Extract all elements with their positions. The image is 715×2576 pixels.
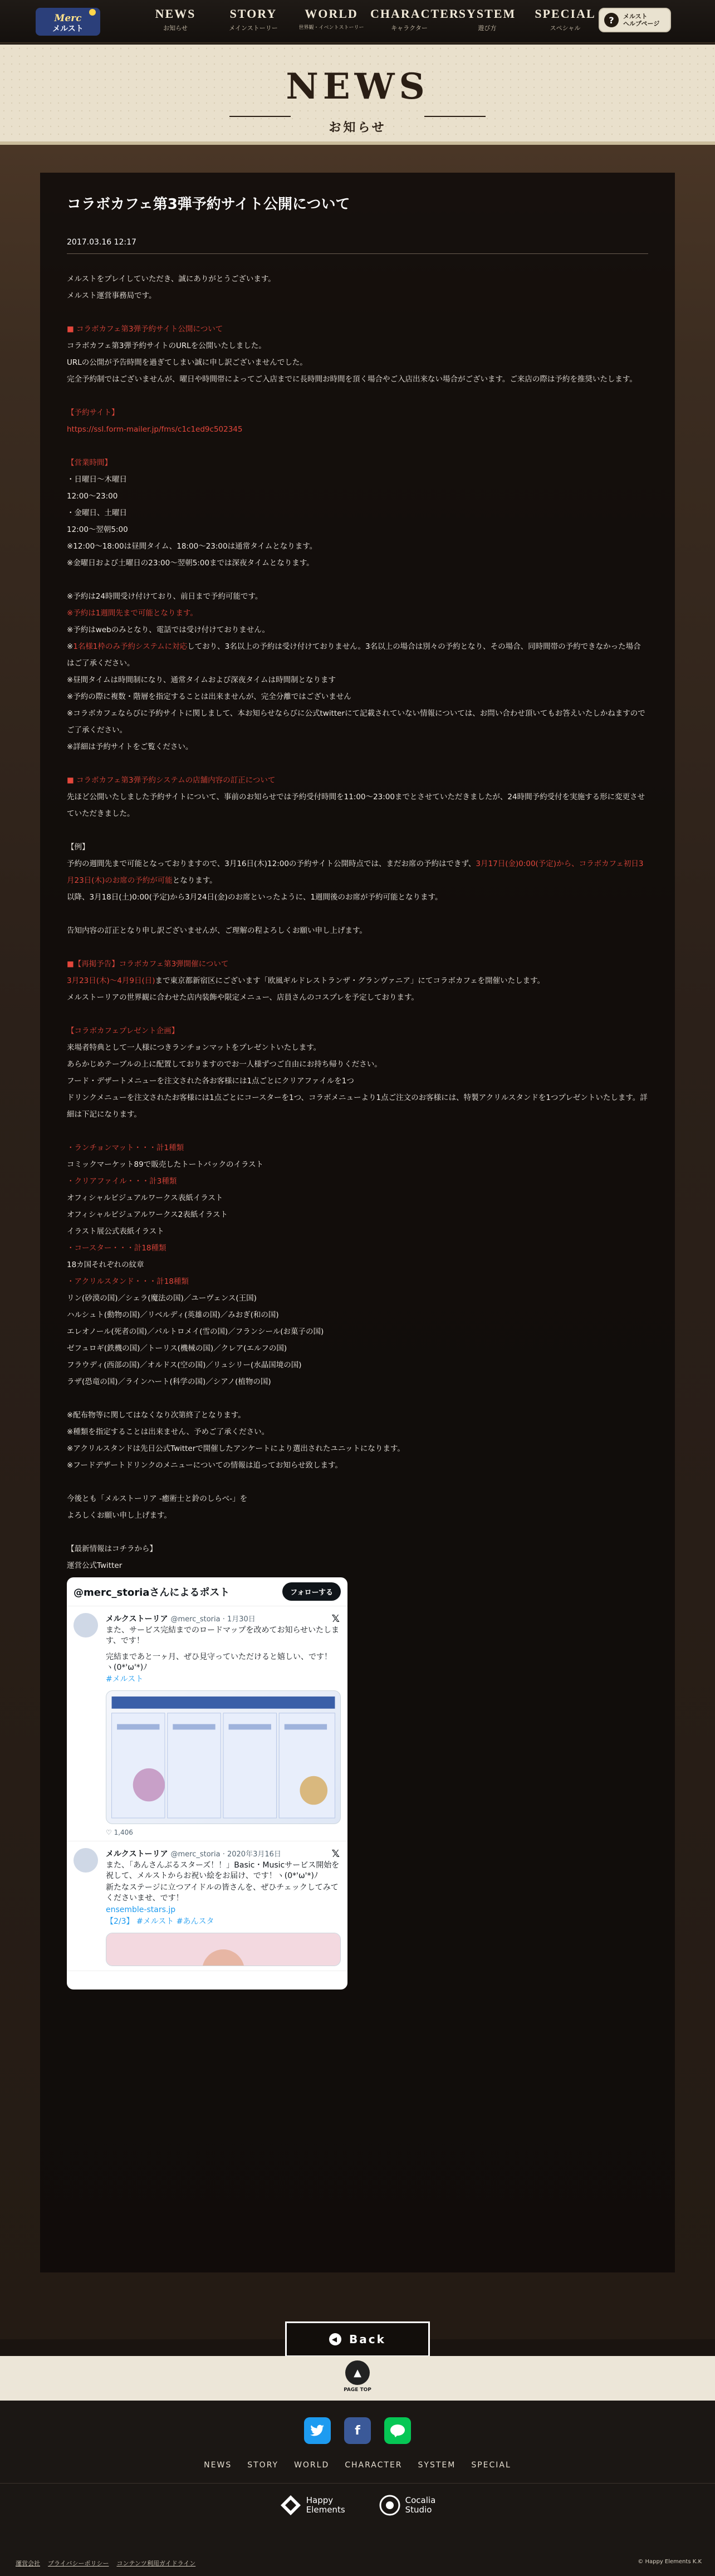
tweet-text: 新たなステージに立つアイドルの皆さんを、ぜひチェックしてみてくださいませ、です！ [106, 1883, 339, 1903]
tweet-text: 完結まであと一ヶ月、ぜひ見守っていただけると嬉しい、です！ ヽ(0*'ω'*)ﾉ [106, 1653, 332, 1672]
article-line: ※予約の際に複数・階層を指定することは出来ませんが、完全分離ではございません [67, 692, 351, 701]
tweet[interactable] [67, 1606, 347, 1841]
hashtag-link[interactable]: 【2/3】 #メルスト #あんスタ [106, 1917, 214, 1926]
hero-divider-right [424, 116, 486, 117]
article-line: ※予約は24時間受け付けており、前日まで予約可能です。 [67, 592, 263, 601]
article-line: ・金曜日、土曜日 [67, 509, 127, 517]
main-nav [136, 7, 604, 32]
article-line: 告知内容の訂正となり申し訳ございませんが、ご理解の程よろしくお願い申し上げます。 [67, 926, 367, 935]
article-line: あらかじめテーブルの上に配置しておりますのでお一人様ずつご自由にお持ち帰りください。 [67, 1060, 382, 1069]
article-spacer [67, 906, 648, 922]
article-line: フード・デザートメニューを注文された各お客様には1点ごとにクリアファイルを1つ [67, 1077, 354, 1086]
cocalia-studio-logo[interactable] [379, 2494, 436, 2516]
article-line: 18カ国それぞれの紋章 [67, 1260, 144, 1269]
roadmap-image [106, 1691, 340, 1824]
article-spacer [67, 438, 648, 454]
article-line: オフィシャルビジュアルワークス表紙イラスト [67, 1194, 223, 1203]
nav-label: WORLD [305, 7, 358, 21]
article-line: オフィシャルビジュアルワークス2表紙イラスト [67, 1210, 228, 1219]
article-line: ※詳細は予約サイトをご覧ください。 [67, 742, 193, 751]
article-line: 12:00～23:00 [67, 492, 118, 501]
back-label: Back [349, 2333, 386, 2346]
article-line: フラウディ(西部の国)／オルドス(空の国)／リュシリー(水晶国境の国) [67, 1361, 302, 1370]
article-line: よろしくお願い申し上げます。 [67, 1511, 172, 1520]
article-line: 3月23日(木)～4月9日(日)まで東京都新宿区にございます「欧風ギルドレストランザ・グランヴァニア」にてコラボカフェを開催いたします。 [67, 976, 545, 985]
nav-label: STORY [229, 7, 277, 21]
arrow-up-icon: ▲ [345, 2360, 370, 2385]
tweet[interactable] [67, 1841, 347, 1971]
article-line: メルスト運営事務局です。 [67, 291, 156, 300]
company-logos [0, 2494, 715, 2516]
tweet-link[interactable]: ensemble-stars.jp [106, 1905, 176, 1914]
tweet-text: また、サービス完結までのロードマップを改めてお知らせいたします、です！ [106, 1626, 340, 1645]
back-arrow-icon: ◀ [329, 2333, 341, 2345]
footer-nav-news[interactable]: NEWS [204, 2461, 232, 2470]
article-spacer [67, 755, 648, 772]
cocalia-icon [379, 2494, 401, 2516]
article-line: ゼフュロギ(鉄機の国)／トーリス(機械の国)／クレア(エルフの国) [67, 1344, 287, 1353]
article-spacer [67, 1006, 648, 1023]
mercstoria-logo[interactable] [35, 4, 101, 39]
tweet-handle[interactable]: @merc_storia · 1月30日 [170, 1615, 256, 1624]
help-label-line2: ヘルプページ [623, 20, 660, 27]
x-logo-icon[interactable]: 𝕏 [331, 1613, 340, 1625]
nav-system[interactable] [448, 7, 526, 32]
company-name: Happy [306, 2495, 334, 2505]
tweet-author[interactable]: メルクストーリア [106, 1615, 168, 1624]
footer-links [16, 2559, 195, 2568]
content-guideline-link[interactable]: コンテンツ利用ガイドライン [116, 2560, 196, 2567]
tweet-like-count[interactable]: ♡ 1,406 [106, 1829, 133, 1836]
article-line: メルストーリアの世界観に合わせた店内装飾や限定メニュー、店員さんのコスプレを予定しております。 [67, 993, 419, 1002]
article [67, 189, 648, 1990]
facebook-icon[interactable]: f [344, 2417, 371, 2444]
twitter-embed-title: @merc_storiaさんによるポスト [74, 1586, 230, 1599]
article-line: ※予約は1週間先まで可能となります。 [67, 609, 198, 618]
company-name: Studio [405, 2505, 432, 2515]
happy-elements-logo[interactable] [280, 2494, 345, 2516]
article-spacer [67, 1474, 648, 1490]
nav-sublabel: キャラクター [391, 25, 428, 32]
article-line: 来場者特典として一人様につきランチョンマットをプレゼントいたします。 [67, 1043, 321, 1052]
article-spacer [67, 1123, 648, 1140]
article-line: ・日曜日～木曜日 [67, 475, 127, 484]
twitter-embed[interactable] [67, 1577, 347, 1990]
copyright: © Happy Elements K.K [638, 2559, 702, 2565]
footer-nav-world[interactable]: WORLD [294, 2461, 330, 2470]
question-icon: ? [604, 13, 619, 27]
nav-sublabel: メインストーリー [229, 25, 278, 32]
article-line: ※予約はwebのみとなり、電話では受け付けておりません。 [67, 625, 270, 634]
article-line: エレオノール(死者の国)／パルトロメイ(雪の国)／フランシール(お菓子の国) [67, 1327, 324, 1336]
article-line: 【コラボカフェプレゼント企画】 [67, 1027, 179, 1035]
nav-special[interactable] [526, 7, 604, 32]
footer-nav-character[interactable]: CHARACTER [345, 2461, 403, 2470]
happy-elements-icon [280, 2494, 302, 2516]
nav-world[interactable] [292, 7, 370, 32]
article-spacer [67, 571, 648, 588]
article-spacer [67, 822, 648, 839]
line-icon[interactable] [384, 2417, 411, 2444]
twitter-embed-header [67, 1577, 347, 1606]
help-page-button[interactable] [599, 8, 671, 32]
article-title: コラボカフェ第3弾予約サイト公開について [67, 196, 350, 213]
nav-sublabel: スペシャル [550, 25, 581, 32]
article-line: ・ランチョンマット・・・計1種類 [67, 1143, 184, 1152]
nav-label: SPECIAL [535, 7, 596, 21]
article-line: ドリンクメニューを注文されたお客様には1点ごとにコースターを1つ、コラボメニューより1点ご注文のお客様には、特製アクリルスタンドを1つプレゼントいたします。詳細は下記になります。 [67, 1093, 648, 1119]
article-spacer [67, 1524, 648, 1541]
article-line: ・クリアファイル・・・計3種類 [67, 1177, 177, 1186]
twitter-icon[interactable] [304, 2417, 331, 2444]
article-line: 以降、3月18日(土)0:00(予定)から3月24日(金)のお席といったように、1週間後のお席が予約可能となります。 [67, 893, 443, 902]
article-line: ハルシュト(動物の国)／リベルディ(英雄の国)／みおぎ(和の国) [67, 1311, 279, 1319]
article-line: ・アクリルスタンド・・・計18種類 [67, 1277, 189, 1286]
article-line: ■【再掲予告】コラボカフェ第3弾開催について [67, 960, 229, 969]
footer-nav [0, 2461, 715, 2470]
svg-text:メルスト: メルスト [52, 25, 84, 33]
help-label-line1: メルスト [623, 13, 648, 20]
company-name: Cocalia [405, 2495, 436, 2505]
article-line: コラボカフェ第3弾予約サイトのURLを公開いたしました。 [67, 341, 266, 350]
hashtag-link[interactable]: #メルスト [106, 1675, 144, 1684]
nav-sublabel: 世界観・イベントストーリー [298, 25, 364, 31]
company-name: Elements [306, 2505, 345, 2515]
article-line: コミックマーケット89で販売したトートバックのイラスト [67, 1160, 264, 1169]
nav-news[interactable] [136, 7, 214, 32]
tweet-image[interactable] [106, 1933, 341, 1966]
article-line: ■ コラボカフェ第3弾予約サイト公開について [67, 325, 223, 334]
follow-button[interactable]: フォローする [282, 1582, 341, 1601]
article-line: 【予約サイト】 [67, 408, 119, 417]
site-header [0, 0, 715, 43]
article-line: URLの公開が予告時間を過ぎてしまい誠に申し訳ございませんでした。 [67, 358, 307, 367]
avatar[interactable] [74, 1613, 98, 1638]
article-line: 運営公式Twitter [67, 1561, 123, 1570]
article-line: ※コラボカフェならびに予約サイトに関しまして、本お知らせならびに公式twitterにて記載されていない情報については、お問い合わせ頂いてもお答えいたしかねますのでご了承ください。 [67, 709, 645, 735]
nav-label: NEWS [155, 7, 196, 21]
article-line: 【例】 [67, 843, 90, 852]
page-top-button[interactable] [341, 2360, 374, 2393]
article-body [67, 271, 648, 1574]
highlight-text: 3月23日(木)～4月9日(日) [67, 976, 155, 985]
help-label [623, 13, 659, 27]
article-line: ■ コラボカフェ第3弾予約システムの店舗内容の訂正について [67, 776, 276, 785]
article-line: 完全予約制ではございませんが、曜日や時間帯によってご入店までに長時間お時間を頂く場合やご入店出来ない場合がございます。ご来店の際は予約を推奨いたします。 [67, 375, 637, 384]
illustration-image [106, 1933, 340, 1966]
article-line: 【最新情報はコチラから】 [67, 1544, 157, 1553]
article-line: イラスト展公式表紙イラスト [67, 1227, 164, 1236]
highlight-text: 予約は1週間先まで可能 [73, 609, 153, 618]
tweet-author[interactable]: メルクストーリア [106, 1850, 168, 1859]
footer-nav-system[interactable]: SYSTEM [418, 2461, 456, 2470]
article-spacer [67, 388, 648, 404]
article-line: 今後とも「メルストーリア -癒術士と鈴のしらべ-」を [67, 1494, 248, 1503]
nav-sublabel: お知らせ [163, 25, 188, 32]
x-logo-icon[interactable]: 𝕏 [331, 1848, 340, 1860]
highlight-text: 1名様1枠のみ予約システムに対応 [73, 642, 188, 651]
nav-sublabel: 遊び方 [478, 25, 497, 32]
article-line: ※金曜日および土曜日の23:00～翌朝5:00までは深夜タイムとなります。 [67, 559, 314, 568]
footer-divider [0, 2483, 715, 2484]
tweet-text: また、「あんさんぶるスターズ！！」Basic・Musicサービス開始を祝して、メルストからお祝い絵をお届け、です！ヽ(0*'ω'*)ﾉ [106, 1861, 340, 1880]
article-spacer [67, 939, 648, 956]
page-title: NEWS [286, 66, 429, 107]
footer-nav-special[interactable]: SPECIAL [471, 2461, 511, 2470]
article-date: 2017.03.16 12:17 [67, 238, 648, 254]
highlight-text: 3月17日(金)0:00(予定)から、コラボカフェ初日3月23日(木)のお席の予約が可能 [67, 859, 644, 885]
article-line: リン(砂漠の国)／シェラ(魔法の国)／ユーヴェンス(王国) [67, 1294, 257, 1303]
tweet-handle[interactable]: @merc_storia · 2020年3月16日 [170, 1850, 281, 1859]
article-line: 先ほど公開いたしました予約サイトについて、事前のお知らせでは予約受付時間を11:00～23:00までとさせていただきましたが、24時間予約受付を実施する形に変更させていただきました。 [67, 793, 645, 818]
nav-label: CHARACTER [370, 7, 459, 21]
privacy-policy-link[interactable]: プライバシーポリシー [48, 2560, 109, 2567]
sns-links [0, 2417, 715, 2444]
article-line: ※12:00～18:00は昼間タイム、18:00～23:00は通常タイムとなります。 [67, 542, 317, 551]
page-hero [0, 45, 715, 145]
article-line: ※フードデザートドリンクのメニューについての情報は追ってお知らせ致します。 [67, 1461, 342, 1470]
article-line: ※1名様1枠のみ予約システムに対応しており、3名以上の予約は受け付けておりません。3名以上の場合は別々の予約となり、その場合、同時間帯の予約できなかった場合はご了承ください。 [67, 642, 641, 668]
article-spacer [67, 1390, 648, 1407]
article-line: 12:00～翌朝5:00 [67, 525, 128, 534]
nav-story[interactable] [214, 7, 292, 32]
svg-text:Merc: Merc [54, 13, 82, 24]
article-line: ※種類を指定することは出来ません、予めご了承ください。 [67, 1428, 270, 1436]
article-line[interactable]: https://ssl.form-mailer.jp/fms/c1c1ed9c502345 [67, 425, 243, 434]
company-link[interactable]: 運営会社 [16, 2560, 40, 2567]
back-button[interactable] [285, 2321, 430, 2357]
article-line: ※配布物等に関してはなくなり次第終了となります。 [67, 1411, 246, 1420]
article-line: 【営業時間】 [67, 458, 112, 467]
nav-character[interactable] [370, 7, 459, 32]
article-line: ラザ(恐竜の国)／ラインハート(科学の国)／シアノ(植物の国) [67, 1377, 271, 1386]
article-line: ※アクリルスタンドは先日公式Twitterで開催したアンケートにより選出されたユニットになります。 [67, 1444, 405, 1453]
avatar[interactable] [74, 1848, 98, 1873]
article-line: ・コースター・・・計18種類 [67, 1244, 166, 1253]
nav-label: SYSTEM [458, 7, 516, 21]
article-line: ※昼間タイムは時間制になり、通常タイムおよび深夜タイムは時間制となります [67, 676, 336, 685]
tweet-image[interactable] [106, 1690, 341, 1824]
page-top-label: PAGE TOP [344, 2387, 371, 2393]
footer-nav-story[interactable]: STORY [247, 2461, 279, 2470]
page-subtitle: お知らせ [329, 121, 386, 135]
article-spacer [67, 304, 648, 321]
article-line: 予約の週間先まで可能となっておりますので、3月16日(木)12:00の予約サイト公開時点では、まだお席の予約はできず、3月17日(金)0:00(予定)から、コラボカフェ初日3月23日(木)のお席の予約が可能となります。 [67, 859, 644, 885]
article-line: メルストをプレイしていただき、誠にありがとうございます。 [67, 275, 276, 283]
hero-divider-left [229, 116, 291, 117]
